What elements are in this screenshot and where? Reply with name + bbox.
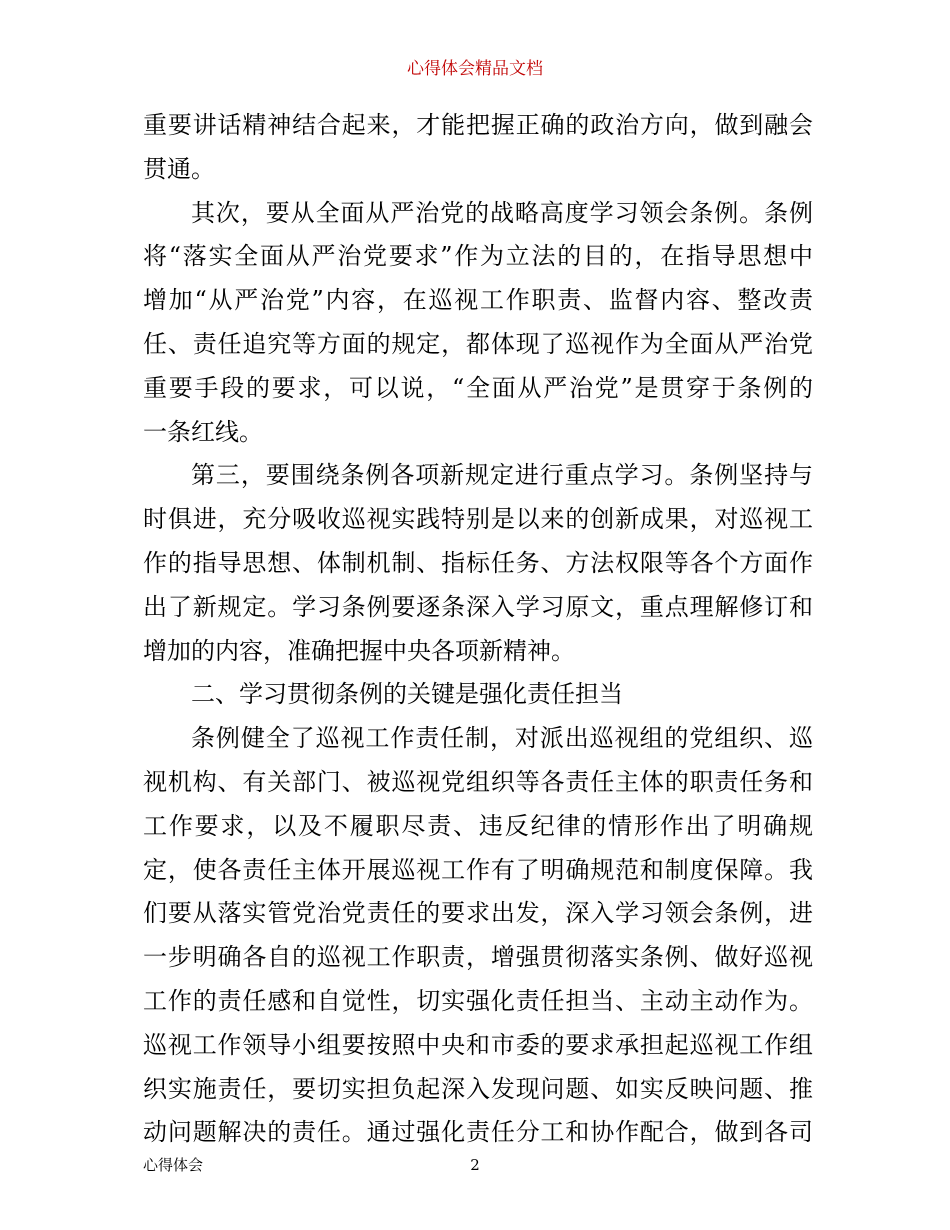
text-line: 巡视工作领导小组要按照中央和市委的要求承担起巡视工作组 — [143, 1030, 813, 1059]
text-line: 视机构、有关部门、被巡视党组织等各责任主体的职责任务和 — [143, 767, 813, 796]
paragraph-first-line: 第三，要围绕条例各项新规定进行重点学习。条例坚持与 — [191, 461, 813, 490]
text-line: 一条红线。 — [143, 417, 263, 446]
document-header: 心得体会精品文档 — [407, 59, 543, 79]
text-line: 们要从落实管党治党责任的要求出发，深入学习领会条例，进 — [143, 899, 813, 928]
text-line: 增加“从严治党”内容，在巡视工作职责、监督内容、整改责 — [143, 286, 813, 315]
text-line: 将“落实全面从严治党要求”作为立法的目的，在指导思想中 — [143, 242, 813, 271]
paragraph-first-line: 其次，要从全面从严治党的战略高度学习领会条例。条例 — [191, 198, 813, 227]
paragraph-first-line: 条例健全了巡视工作责任制，对派出巡视组的党组织、巡 — [191, 724, 813, 753]
text-line: 作的指导思想、体制机制、指标任务、方法权限等各个方面作 — [143, 548, 813, 577]
text-line: 贯通。 — [143, 154, 215, 183]
text-line: 增加的内容，准确把握中央各项新精神。 — [143, 636, 575, 665]
text-line: 时俱进，充分吸收巡视实践特别是以来的创新成果，对巡视工 — [143, 505, 813, 534]
text-line: 重要讲话精神结合起来，才能把握正确的政治方向，做到融会 — [143, 111, 813, 139]
text-line: 工作的责任感和自觉性，切实强化责任担当、主动主动作为。 — [143, 986, 813, 1015]
text-line: 工作要求，以及不履职尽责、违反纪律的情形作出了明确规 — [143, 811, 813, 840]
text-line: 织实施责任，要切实担负起深入发现问题、如实反映问题、推 — [143, 1074, 813, 1103]
text-line: 出了新规定。学习条例要逐条深入学习原文，重点理解修订和 — [143, 592, 813, 621]
page-number: 2 — [470, 1156, 480, 1174]
text-line: 重要手段的要求，可以说，“全面从严治党”是贯穿于条例的 — [143, 373, 813, 402]
section-heading: 二、学习贯彻条例的关键是强化责任担当 — [191, 680, 623, 709]
text-line: 任、责任追究等方面的规定，都体现了巡视作为全面从严治党 — [143, 329, 813, 358]
footer-label: 心得体会 — [143, 1156, 204, 1174]
text-line: 一步明确各自的巡视工作职责，增强贯彻落实条例、做好巡视 — [143, 943, 813, 972]
document-body — [143, 104, 813, 1155]
text-line: 定，使各责任主体开展巡视工作有了明确规范和制度保障。我 — [143, 855, 813, 884]
text-line: 动问题解决的责任。通过强化责任分工和协作配合，做到各司 — [143, 1118, 813, 1147]
